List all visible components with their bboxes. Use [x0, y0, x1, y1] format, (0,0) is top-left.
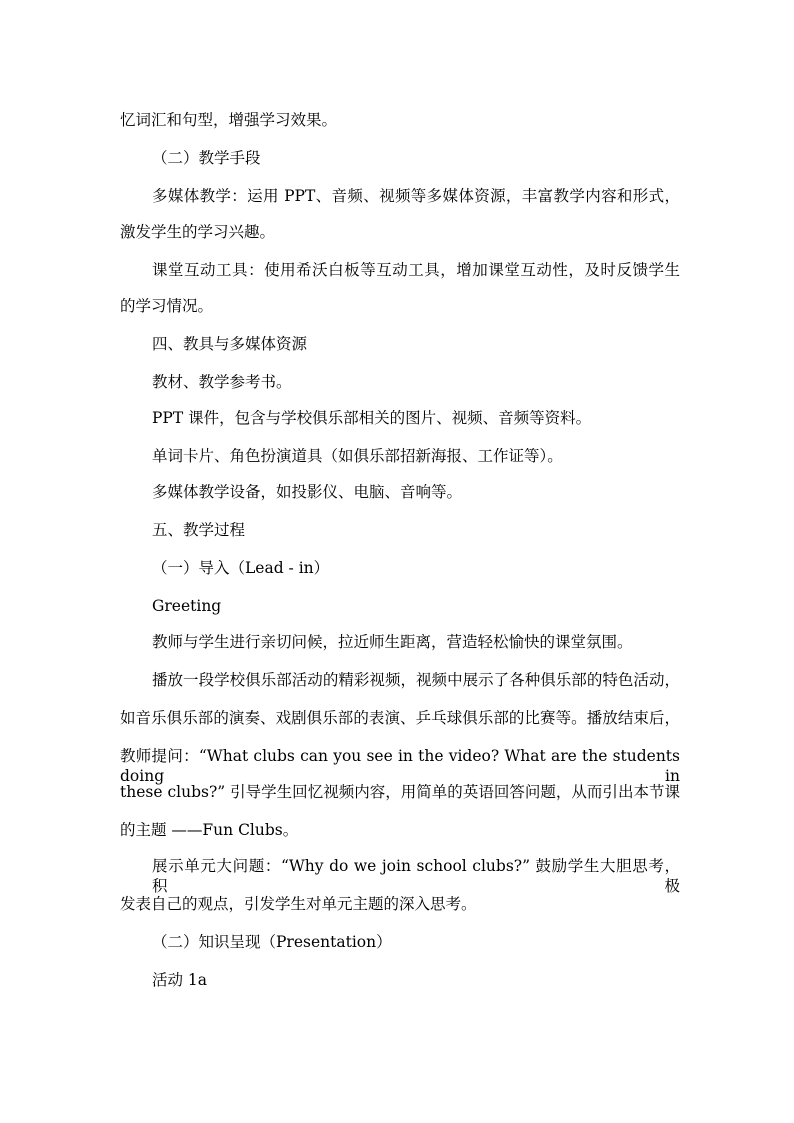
section-heading: （二）教学手段: [152, 149, 261, 167]
paragraph-line: 的学习情况。: [120, 297, 214, 315]
paragraph-line: Greeting: [152, 597, 222, 615]
paragraph-line: PPT 课件，包含与学校俱乐部相关的图片、视频、音频等资料。: [152, 409, 592, 427]
section-heading: （一）导入（Lead - in）: [152, 559, 330, 577]
paragraph-line: these clubs?” 引导学生回忆视频内容，用简单的英语回答问题，从而引出本节课: [120, 783, 680, 801]
paragraph-line: 教师提问：“What clubs can you see in the video? What are the students doing in: [120, 747, 680, 785]
paragraph-line: 发表自己的观点，引发学生对单元主题的深入思考。: [120, 895, 477, 913]
paragraph-line: 展示单元大问题：“Why do we join school clubs?” 鼓励学生大胆思考，积极: [152, 857, 680, 895]
paragraph-line: 忆词汇和句型，增强学习效果。: [120, 111, 338, 129]
paragraph-line: 多媒体教学：运用 PPT、音频、视频等多媒体资源，丰富教学内容和形式，: [152, 187, 680, 205]
paragraph-line: 多媒体教学设备，如投影仪、电脑、音响等。: [152, 483, 463, 501]
paragraph-line: 单词卡片、角色扮演道具（如俱乐部招新海报、工作证等）。: [152, 447, 563, 465]
section-heading: （二）知识呈现（Presentation）: [152, 933, 392, 951]
paragraph-line: 教师与学生进行亲切问候，拉近师生距离，营造轻松愉快的课堂氛围。: [152, 633, 633, 651]
paragraph-line: 如音乐俱乐部的演奏、戏剧俱乐部的表演、乒乓球俱乐部的比赛等。播放结束后，: [120, 709, 680, 727]
paragraph-line: 课堂互动工具：使用希沃白板等互动工具，增加课堂互动性，及时反馈学生: [152, 261, 680, 279]
section-heading: 四、教具与多媒体资源: [152, 335, 308, 353]
paragraph-line: 激发学生的学习兴趣。: [120, 223, 276, 241]
paragraph-line: 活动 1a: [152, 971, 208, 989]
section-heading: 五、教学过程: [152, 521, 246, 539]
paragraph-line: 教材、教学参考书。: [152, 373, 292, 391]
paragraph-line: 播放一段学校俱乐部活动的精彩视频，视频中展示了各种俱乐部的特色活动，: [152, 671, 680, 689]
paragraph-line: 的主题 ——Fun Clubs。: [120, 821, 299, 839]
